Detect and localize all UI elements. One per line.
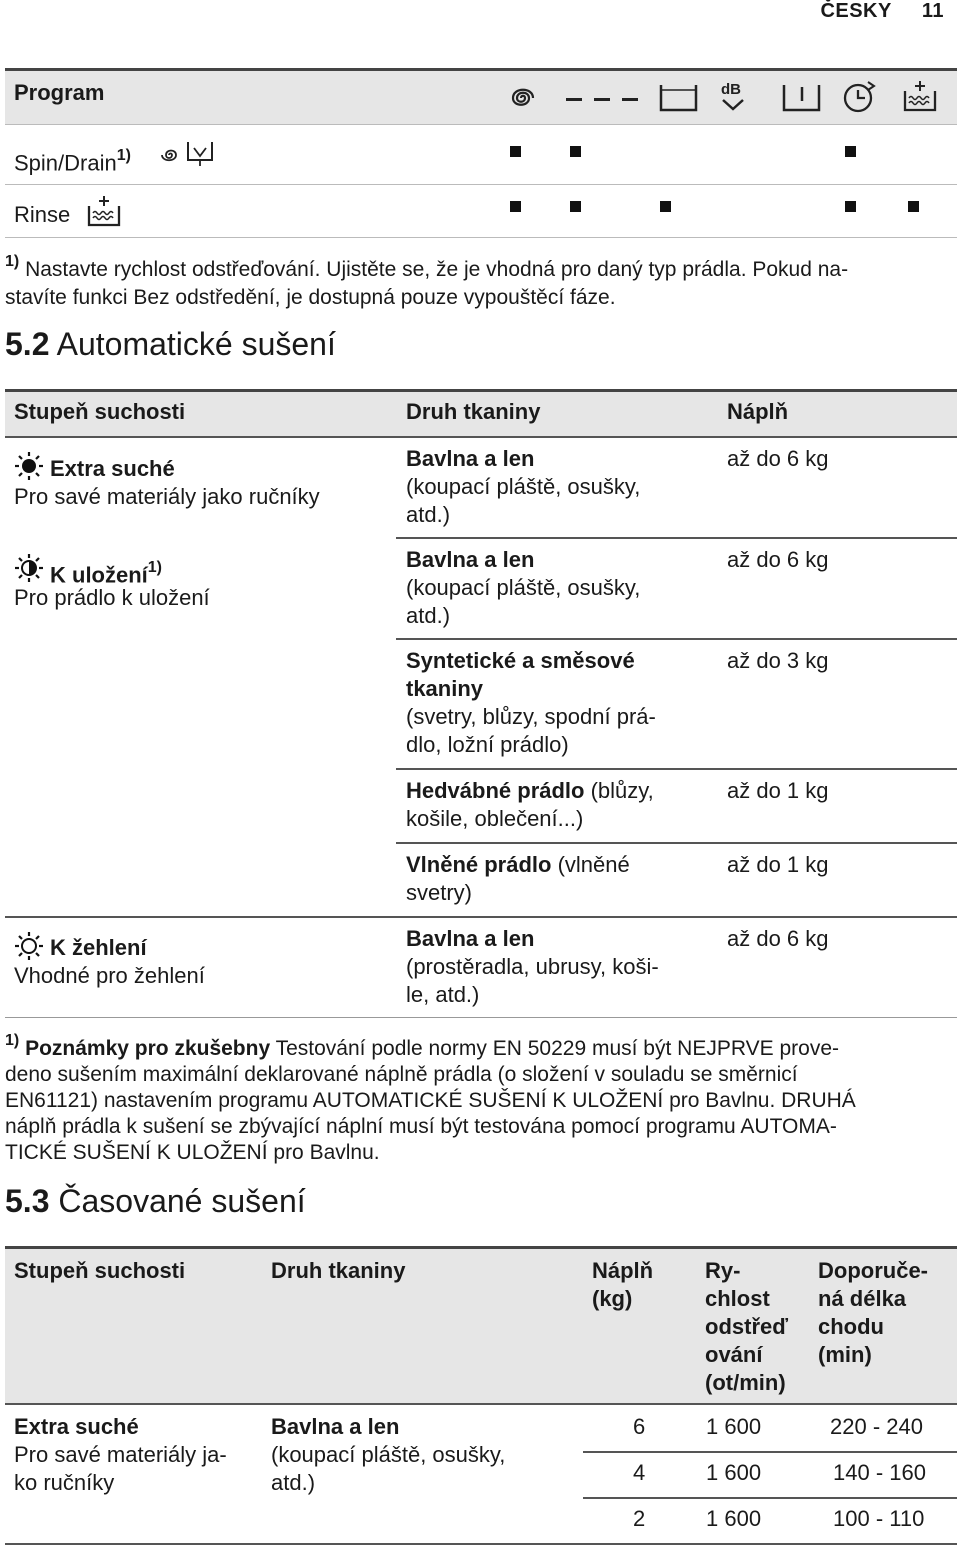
load-value: až do 6 kg [727, 446, 829, 471]
fabric-desc: (vlněné [551, 852, 630, 877]
column-header-fabric: Druh tkaniny [271, 1258, 406, 1283]
dryness-name-text: K uložení [50, 562, 148, 588]
header-line: (min) [818, 1342, 872, 1367]
rinse-hold-icon [782, 83, 822, 113]
footnote-text: Nastavte rychlost odstřeďování. Ujistěte se, že je vhodná pro daný typ prádla. Pokud na- [25, 258, 849, 281]
fabric-desc: atd.) [406, 502, 451, 527]
dryness-name: Extra suché [14, 1414, 139, 1439]
duration-value: 140 - 160 [833, 1460, 926, 1485]
spin-icon [506, 84, 536, 112]
program-footnote [5, 250, 955, 312]
fabric-desc: atd.) [406, 603, 451, 628]
fabric-cell [406, 777, 654, 833]
page-number: 11 [921, 0, 944, 22]
header-line: (ot/min) [705, 1370, 786, 1395]
fabric-cell [406, 851, 630, 907]
dryness-desc: Pro savé materiály ja- [14, 1442, 227, 1467]
note-text: náplň prádla k sušení se zbývající náplní musí být testována pomocí programu AUTOMA- [5, 1115, 837, 1138]
spin-icon [158, 143, 180, 167]
fabric-desc: (prostěradla, ubrusy, koši- [406, 954, 659, 979]
dashes-icon [566, 96, 640, 104]
fabric-desc: (koupací pláště, osušky, [406, 474, 641, 499]
column-header-dryness: Stupeň suchosti [14, 399, 186, 424]
fabric-name: Vlněné prádlo [406, 852, 552, 877]
row-divider [5, 237, 957, 238]
rinse-icon [86, 194, 122, 228]
fabric-desc: le, atd.) [406, 982, 480, 1007]
load-value: 4 [633, 1460, 646, 1485]
test-note [5, 1030, 960, 1166]
mark-square [660, 201, 671, 212]
spin-value: 1 600 [706, 1414, 762, 1439]
header-line: Doporuče- [818, 1258, 928, 1283]
mark-square [510, 201, 521, 212]
fabric-name: tkaniny [406, 676, 484, 701]
fabric-desc: atd.) [271, 1470, 316, 1495]
table-bottom-rule [5, 1543, 957, 1545]
column-header-load: Náplň [727, 399, 789, 424]
page-header [820, 0, 944, 30]
fabric-desc: (koupací pláště, osušky, [406, 575, 641, 600]
fabric-desc: dlo, ložní prádlo) [406, 732, 569, 757]
header-line: chodu [818, 1314, 884, 1339]
mark-square [510, 146, 521, 157]
dryness-desc: Vhodné pro žehlení [14, 963, 205, 988]
note-text: TICKÉ SUŠENÍ K ULOŽENÍ pro Bavlnu. [5, 1141, 380, 1164]
fabric-desc: svetry) [406, 880, 472, 905]
fabric-name: Hedvábné prádlo [406, 778, 585, 803]
svg-text:dB: dB [721, 81, 741, 98]
column-header-spin [705, 1257, 788, 1397]
row-divider [5, 124, 957, 125]
fabric-name: Bavlna a len [271, 1414, 400, 1439]
footnote-marker: 1) [5, 253, 20, 270]
header-line: chlost [705, 1286, 770, 1311]
dryness-cell [14, 1413, 227, 1497]
section-number: 5.3 [5, 1183, 50, 1219]
header-line: ování [705, 1342, 763, 1367]
db-icon [719, 80, 749, 112]
mark-square [845, 201, 856, 212]
section-number: 5.2 [5, 326, 50, 362]
fabric-desc: košile, oblečení...) [406, 806, 584, 831]
load-value: až do 6 kg [727, 547, 829, 572]
fabric-cell [406, 925, 659, 1009]
load-value: až do 6 kg [727, 926, 829, 951]
header-line: ná délka [818, 1286, 907, 1311]
note-text: deno sušením maximální deklarované náplně prádla (o složení v souladu se směrnicí [5, 1063, 798, 1086]
duration-value: 100 - 110 [833, 1506, 925, 1531]
row-divider [396, 638, 957, 640]
dryness-name: Extra suché [50, 456, 175, 481]
mark-square [908, 201, 919, 212]
fabric-cell [406, 445, 640, 529]
load-value: 6 [633, 1414, 646, 1439]
spin-drain-label [14, 144, 131, 177]
mark-square [570, 201, 581, 212]
fabric-name: Syntetické a směsové [406, 648, 635, 673]
drain-icon [186, 140, 214, 168]
sun-iron-dry-icon [14, 931, 44, 961]
row-divider [583, 1451, 957, 1453]
fabric-cell [271, 1413, 505, 1497]
row-divider [396, 537, 957, 539]
header-line: odstřeď [705, 1314, 789, 1339]
spin-drain-text: Spin/Drain [14, 150, 117, 176]
header-rule [5, 1403, 957, 1405]
row-divider [5, 184, 957, 185]
section-title: Časované sušení [58, 1183, 306, 1219]
mark-square [570, 146, 581, 157]
column-header-duration [818, 1257, 928, 1369]
row-divider [5, 1017, 957, 1018]
note-text: Testování podle normy EN 50229 musí být NEJPRVE prove- [270, 1037, 839, 1060]
spin-value: 1 600 [706, 1460, 762, 1485]
section-heading [5, 1183, 306, 1220]
row-divider [396, 768, 957, 770]
time-icon [841, 80, 881, 114]
column-header-fabric: Druh tkaniny [406, 399, 541, 424]
section-heading [5, 326, 336, 363]
load-value: až do 3 kg [727, 648, 829, 673]
row-divider [5, 916, 957, 918]
row-divider [583, 1497, 957, 1499]
footnote-ref: 1) [116, 147, 131, 164]
note-title: Poznámky pro zkušebny [25, 1037, 271, 1060]
fabric-desc: (blůzy, [584, 778, 654, 803]
fabric-name: Bavlna a len [406, 547, 535, 572]
header-line: (kg) [592, 1286, 633, 1311]
fabric-name: Bavlna a len [406, 446, 535, 471]
section-title: Automatické sušení [56, 326, 336, 362]
load-value: 2 [633, 1506, 646, 1531]
fabric-desc: (koupací pláště, osušky, [271, 1442, 506, 1467]
fabric-cell [406, 546, 640, 630]
dryness-name: K žehlení [50, 935, 147, 960]
mark-square [845, 146, 856, 157]
rinse-icon [902, 79, 938, 113]
fabric-cell [406, 647, 656, 759]
column-header-load [592, 1257, 653, 1313]
footnote-ref: 1) [147, 559, 163, 576]
language-label: ČESKY [820, 0, 892, 22]
load-value: až do 1 kg [727, 778, 829, 803]
footnote-text: stavíte funkci Bez odstředění, je dostupná pouze vypouštěcí fáze. [5, 286, 616, 309]
tub-icon [659, 83, 699, 113]
dryness-desc: ko ručníky [14, 1470, 115, 1495]
sun-store-dry-icon [14, 553, 44, 583]
program-header-label: Program [14, 80, 105, 105]
header-line: Ry- [705, 1258, 741, 1283]
fabric-desc: (svetry, blůzy, spodní prá- [406, 704, 656, 729]
column-header-dryness: Stupeň suchosti [14, 1258, 186, 1283]
footnote-marker: 1) [5, 1032, 20, 1049]
rinse-label: Rinse [14, 202, 71, 227]
header-rule [5, 436, 957, 438]
note-text: EN61121) nastavením programu AUTOMATICKÉ SUŠENÍ K ULOŽENÍ pro Bavlnu. DRUHÁ [5, 1089, 856, 1112]
header-line: Náplň [592, 1258, 654, 1283]
spin-value: 1 600 [706, 1506, 762, 1531]
sun-extra-dry-icon [14, 451, 44, 481]
fabric-name: Bavlna a len [406, 926, 535, 951]
dryness-desc: Pro prádlo k uložení [14, 585, 210, 610]
load-value: až do 1 kg [727, 852, 829, 877]
dryness-desc: Pro savé materiály jako ručníky [14, 484, 320, 509]
row-divider [396, 842, 957, 844]
duration-value: 220 - 240 [830, 1414, 923, 1439]
